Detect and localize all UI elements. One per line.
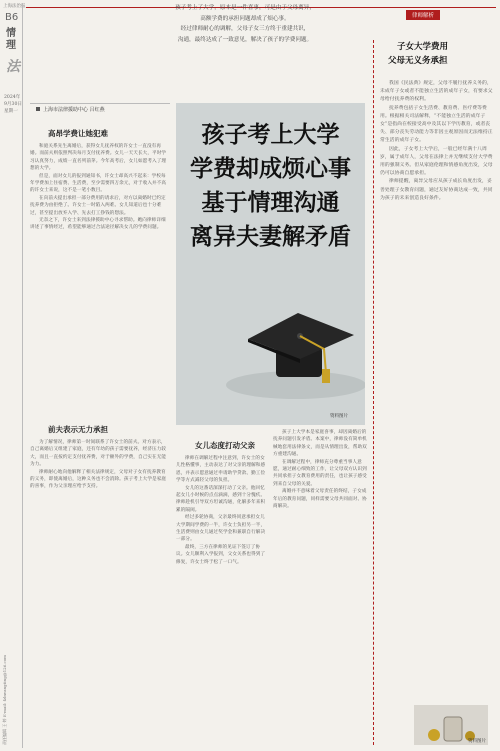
section-title: 情理 <box>6 28 16 51</box>
masthead: 上海法治报 <box>3 4 26 9</box>
paragraph: 但是，面对女儿的报到通知书，许女士却高兴不起来：学校每年学费加上住宿费、生活费，至少需要四万余元，对于收入并不高的许女士来说，这不是一笔小数目。 <box>30 173 167 194</box>
date-year: 2024年 <box>4 95 21 100</box>
headline <box>176 118 365 254</box>
section-title-fa: 法 <box>6 59 20 75</box>
paragraph: 无奈之下，许女士来到法律援助中心寻求帮助。她向律师详细讲述了事情经过，希望能够通过合法途径解决女儿的学费问题。 <box>30 218 166 231</box>
subhead-2: 前夫表示无力承担 <box>48 425 108 434</box>
subhead-1: 高昂学费让她犯难 <box>48 129 108 138</box>
paragraph: 为了解情况，律师第一时间联系了许女士的前夫。对方表示，自己离婚后又组建了家庭，还有年幼的孩子需要抚养，经济压力较大，而且一直按约定支付抚养费，对于额外的学费，自己实在无能为力。 <box>30 440 167 468</box>
paragraph: 律师耐心地向他解释了相关法律规定，父母对子女有抚养教育的义务，即使离婚后，这种义务也不会消除。孩子考上大学是家庭的喜事，作为父亲理应给予支持。 <box>30 469 167 490</box>
sidebar-title-2: 父母无义务承担 <box>388 56 448 66</box>
column-tag <box>406 10 440 20</box>
intro-line: 高额学费的承担问题却成了烦心事。 <box>200 15 290 22</box>
byline-text: 上海市法律援助中心 吕红燕 <box>43 107 105 113</box>
paragraph: 我国《民法典》规定，父母不履行抚养义务的，未成年子女或者不能独立生活的成年子女，有要求父母给付抚养费的权利。 <box>380 81 493 103</box>
paragraph: 在向前夫提出承担一部分费用的请求后，对方以离婚时已约定抚养费为由拒绝了。许女士一时陷入两难。女儿知道后也十分难过，甚至提出放弃入学、先去打工挣钱的想法。 <box>30 195 166 216</box>
byline <box>36 106 105 113</box>
col1-body-a <box>30 143 170 419</box>
sidebar-photo-credit: 资料图片 <box>468 739 486 744</box>
paragraph: 抚养费包括子女生活费、教育费、医疗费等费用。根据相关司法解释，“不能独立生活的成年子女”是指尚在校接受高中及其以下学历教育，或者丧失、部分丧失劳动能力等非因主观原因而无法维持正常生活的成年子女。 <box>380 105 493 144</box>
sidebar-photo <box>414 705 488 745</box>
headline-line: 离异夫妻解矛盾 <box>190 223 351 250</box>
intro-line: 沟通，最终达成了一致意见，解决了孩子的学费问题。 <box>177 36 313 43</box>
paragraph: 因此，子女考上大学后，一般已经年满十八周岁，属于成年人，父母在法律上并无继续支付大学费用的强制义务。但从家庭伦理和情感角度出发，父母仍可以协商自愿承担。 <box>380 146 493 177</box>
paragraph: 孩子上大学本是家庭喜事，却因离婚后的抚养问题引发矛盾。本案中，律师没有简单机械地套用法律条文，而是从情理出发，帮助双方重建沟通。 <box>273 430 367 458</box>
col2-body <box>176 455 266 745</box>
headline-line: 基于情理沟通 <box>201 189 340 216</box>
intro <box>95 3 395 45</box>
paragraph: 最终，三方在律师的见证下签订了协议。女儿顺利入学报到，父女关系也得到了修复，许女士终于松了一口气。 <box>176 544 266 565</box>
column-tag-label: 律师解析 <box>412 13 435 19</box>
paragraph: 女儿的这番话深深打动了父亲。他回忆起女儿小时候的点点滴滴，感到十分愧疚。律师趁机引导双方坦诚沟通，化解多年来积累的隔阂。 <box>176 485 266 513</box>
col3-body <box>273 429 369 745</box>
paragraph: 律师在调解过程中注意到，许女士的女儿性格懂事，主动表达了对父亲的理解和感恩，并表示愿意通过申请助学贷款、勤工俭学等方式减轻父母的负担。 <box>176 456 266 484</box>
sidebar-title-1: 子女大学费用 <box>397 42 449 52</box>
headline-line: 孩子考上大学 <box>201 121 340 148</box>
date-md: 9月30日 <box>4 102 22 107</box>
paragraph: 和庭关系先生离婚后，获得女儿抚养权的许女士一直没有再婚。而前夫则依照判决每月支付抚养费。女儿一天天长大，平时学习认真努力，成绩一直名列前茅。今年高考后，女儿如愿考入了理想的大学。 <box>30 144 167 172</box>
intro-line: 经过律师耐心的调解，父母子女三方终于重建共识， <box>180 26 310 32</box>
intro-line: 孩子考上了大学，原本是一件喜事，可是由于父母离异， <box>175 5 315 11</box>
subhead-3: 女儿态度打动父亲 <box>195 441 255 450</box>
paragraph: 在调解过程中，律师充分尊重当事人意愿，通过耐心细致的工作，让父母双方认识到共同承担子女教育费用的责任，也让孩子感受到来自父母的关爱。 <box>273 459 367 487</box>
col1-body-b <box>30 439 170 745</box>
page-number: B6 <box>5 12 19 23</box>
paragraph: 经过多轮协商，父亲最终同意承担女儿大学期间学费的一半，许女士负担另一半，生活费则由女儿通过奖学金和兼职自行解决一部分。 <box>176 515 266 543</box>
photo-credit: 资料图片 <box>330 414 348 419</box>
byline-mark-icon <box>36 107 40 111</box>
weekday: 星期一 <box>4 109 18 114</box>
sidebar-body <box>380 80 493 720</box>
headline-line: 学费却成烦心事 <box>190 155 351 182</box>
paragraph: 律师提醒，离异父母应从孩子成长角度出发，妥善处理子女教育问题，通过友好协商达成一致，共同为孩子的未来创造良好条件。 <box>380 179 493 201</box>
footer-editor: 责任编辑 王 婷 E-mail: fzbwangting@126.com <box>2 655 7 745</box>
paragraph: 离婚并不意味着父母责任的终结，子女成年后的教育问题，同样需要父母共同面对、协商解决。 <box>273 489 367 510</box>
